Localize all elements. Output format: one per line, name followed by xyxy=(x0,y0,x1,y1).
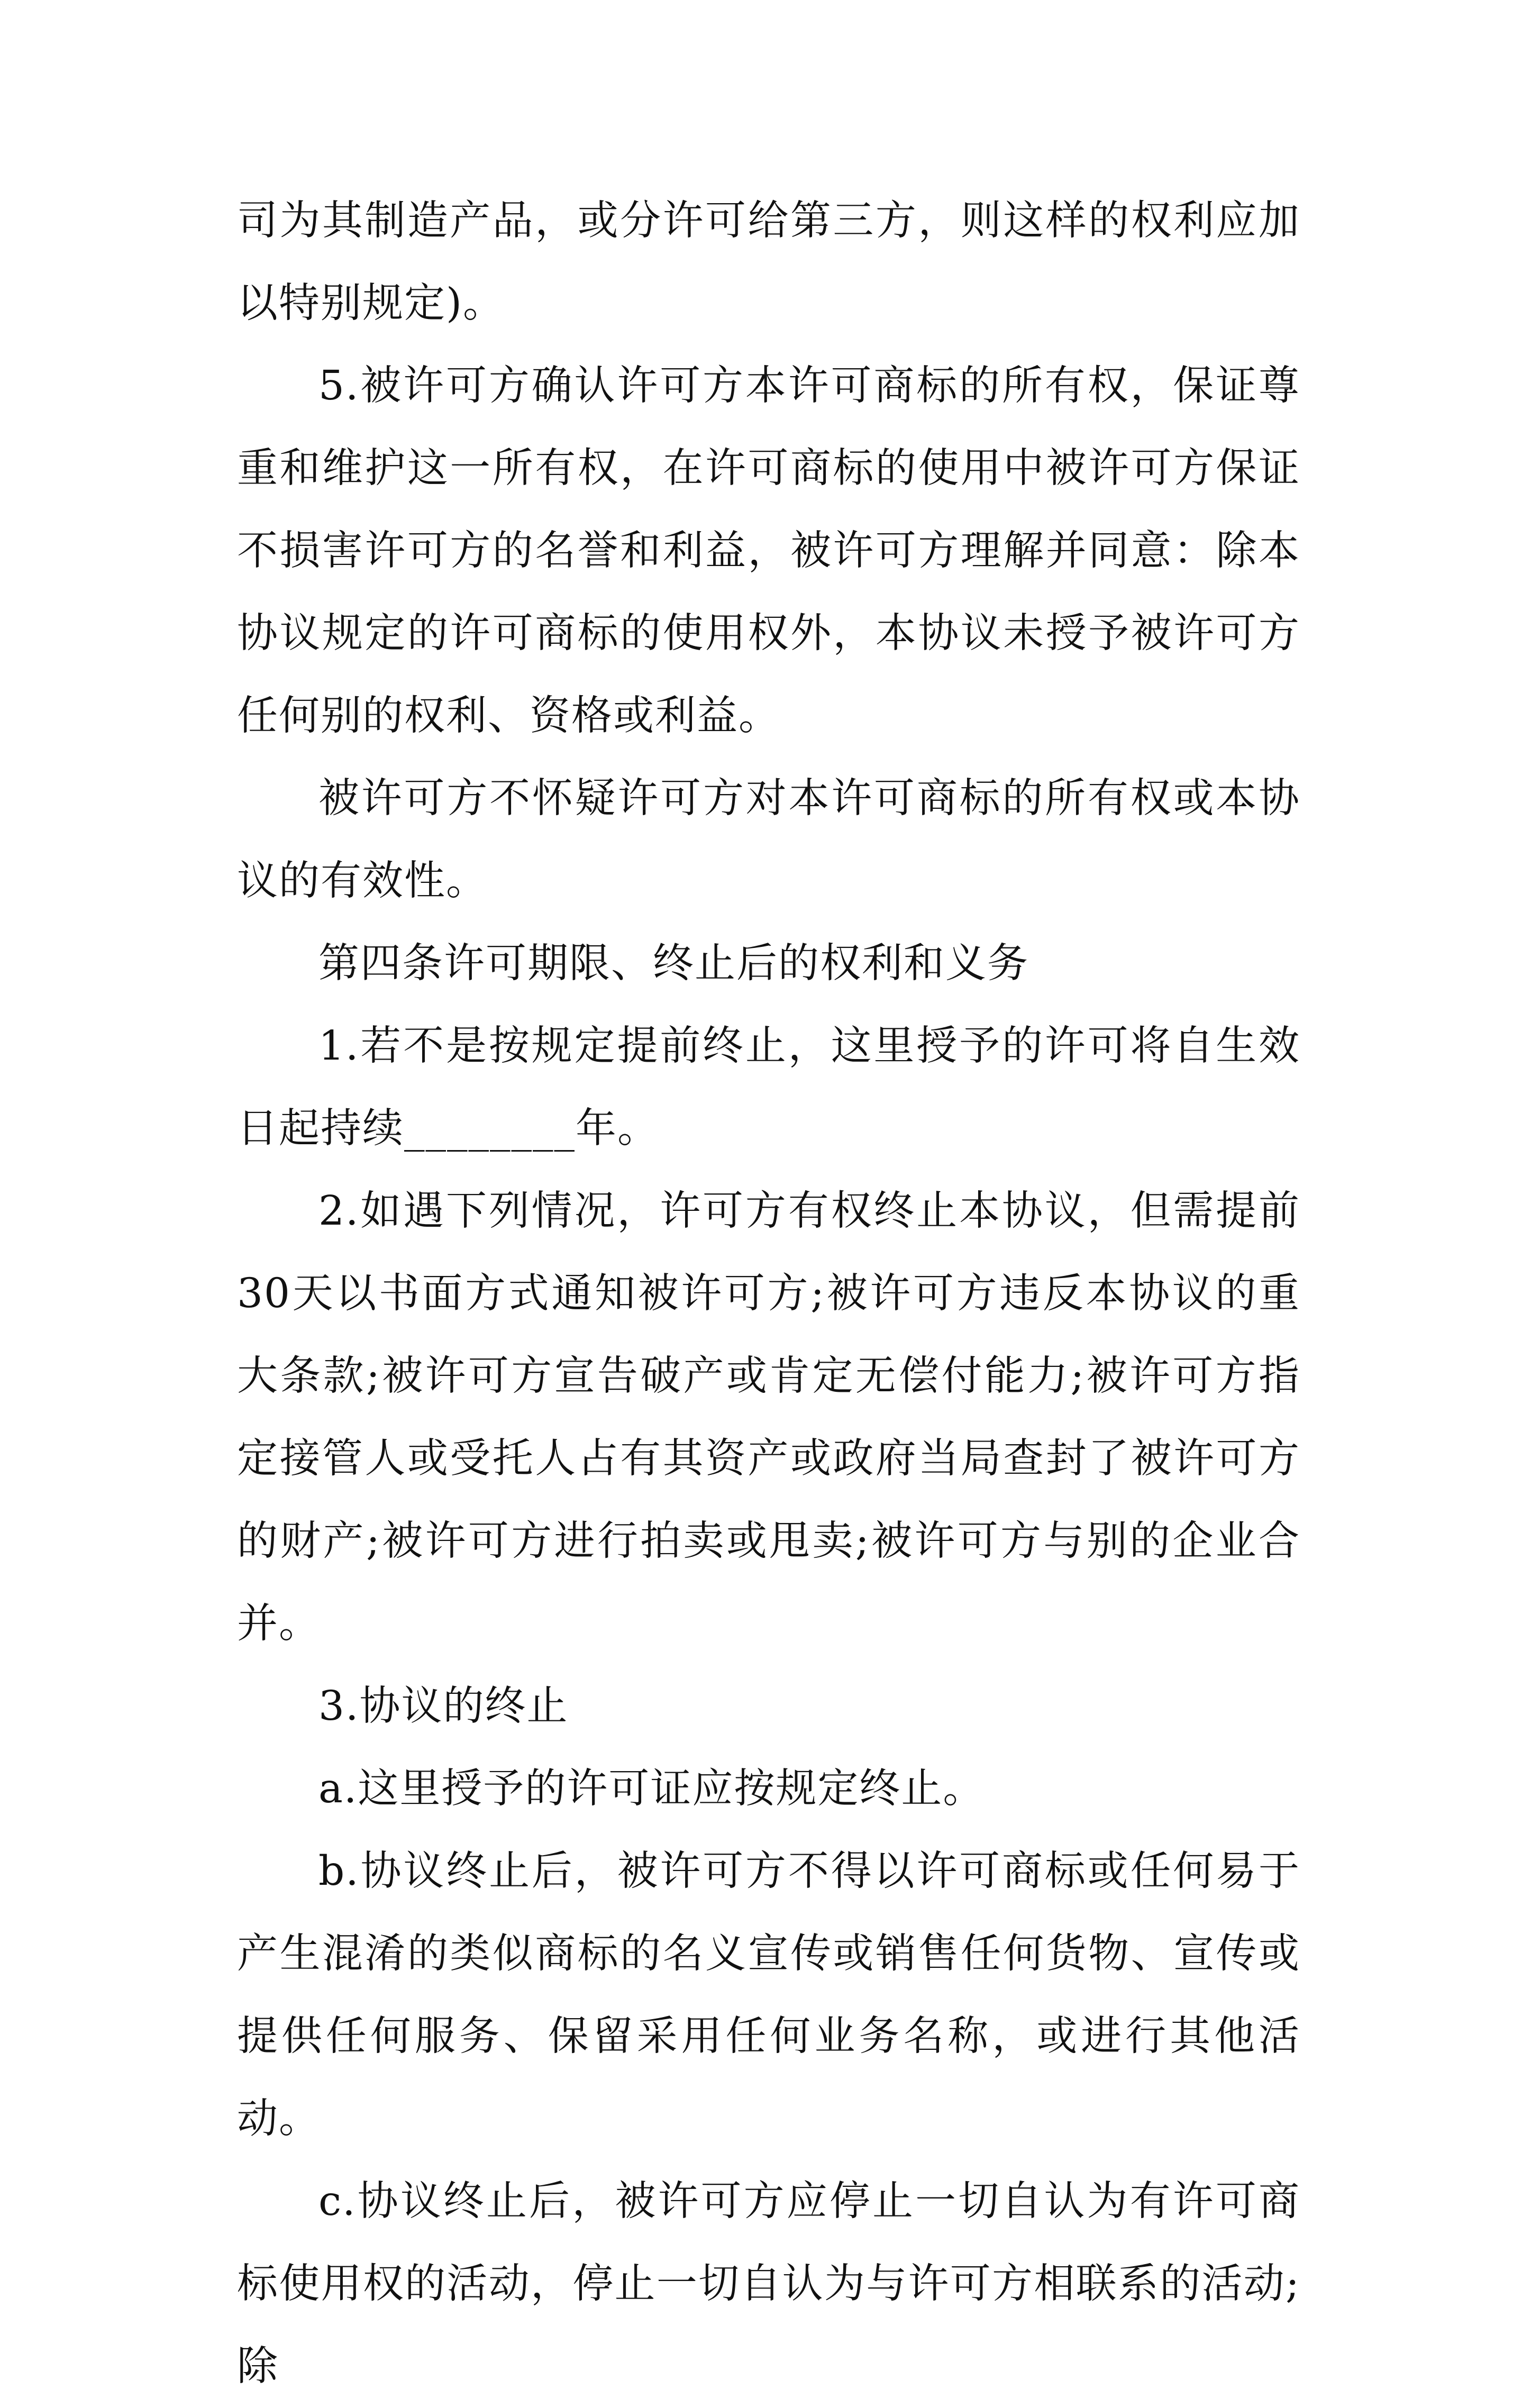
paragraph-clause-1-term: 1.若不是按规定提前终止，这里授予的许可将自生效日起持续________年。 xyxy=(237,1023,1300,1152)
paragraph-clause-3a: a.这里授予的许可证应按规定终止。 xyxy=(318,1765,985,1812)
paragraph-clause-3-heading: 3.协议的终止 xyxy=(318,1683,569,1730)
section-heading-article-4: 第四条许可期限、终止后的权利和义务 xyxy=(318,940,1029,987)
paragraph-clause-3b: b.协议终止后，被许可方不得以许可商标或任何易于产生混淆的类似商标的名义宣传或销售任何货物、宣传或提供任何服务、保留采用任何业务名称，或进行其他活动。 xyxy=(237,1848,1300,2142)
document-body xyxy=(237,180,1300,2408)
paragraph-no-dispute: 被许可方不怀疑许可方对本许可商标的所有权或本协议的有效性。 xyxy=(237,775,1300,905)
paragraph-clause-3c: c.协议终止后，被许可方应停止一切自认为有许可商标使用权的活动，停止一切自认为与许可方相联系的活动;除 xyxy=(237,2178,1300,2390)
paragraph-clause-2-termination-rights: 2.如遇下列情况，许可方有权终止本协议，但需提前30天以书面方式通知被许可方;被许可方违反本协议的重大条款;被许可方宣告破产或肯定无偿付能力;被许可方指定接管人或受托人占有其资产或政府当局查封了被许可方的财产;被许可方进行拍卖或甩卖;被许可方与别的企业合并。 xyxy=(237,1188,1300,1647)
paragraph-clause-5: 5.被许可方确认许可方本许可商标的所有权，保证尊重和维护这一所有权，在许可商标的使用中被许可方保证不损害许可方的名誉和利益，被许可方理解并同意：除本协议规定的许可商标的使用权外，本协议未授予被许可方任何别的权利、资格或利益。 xyxy=(237,362,1300,740)
paragraph-continuation: 司为其制造产品，或分许可给第三方，则这样的权利应加以特别规定)。 xyxy=(237,197,1300,327)
